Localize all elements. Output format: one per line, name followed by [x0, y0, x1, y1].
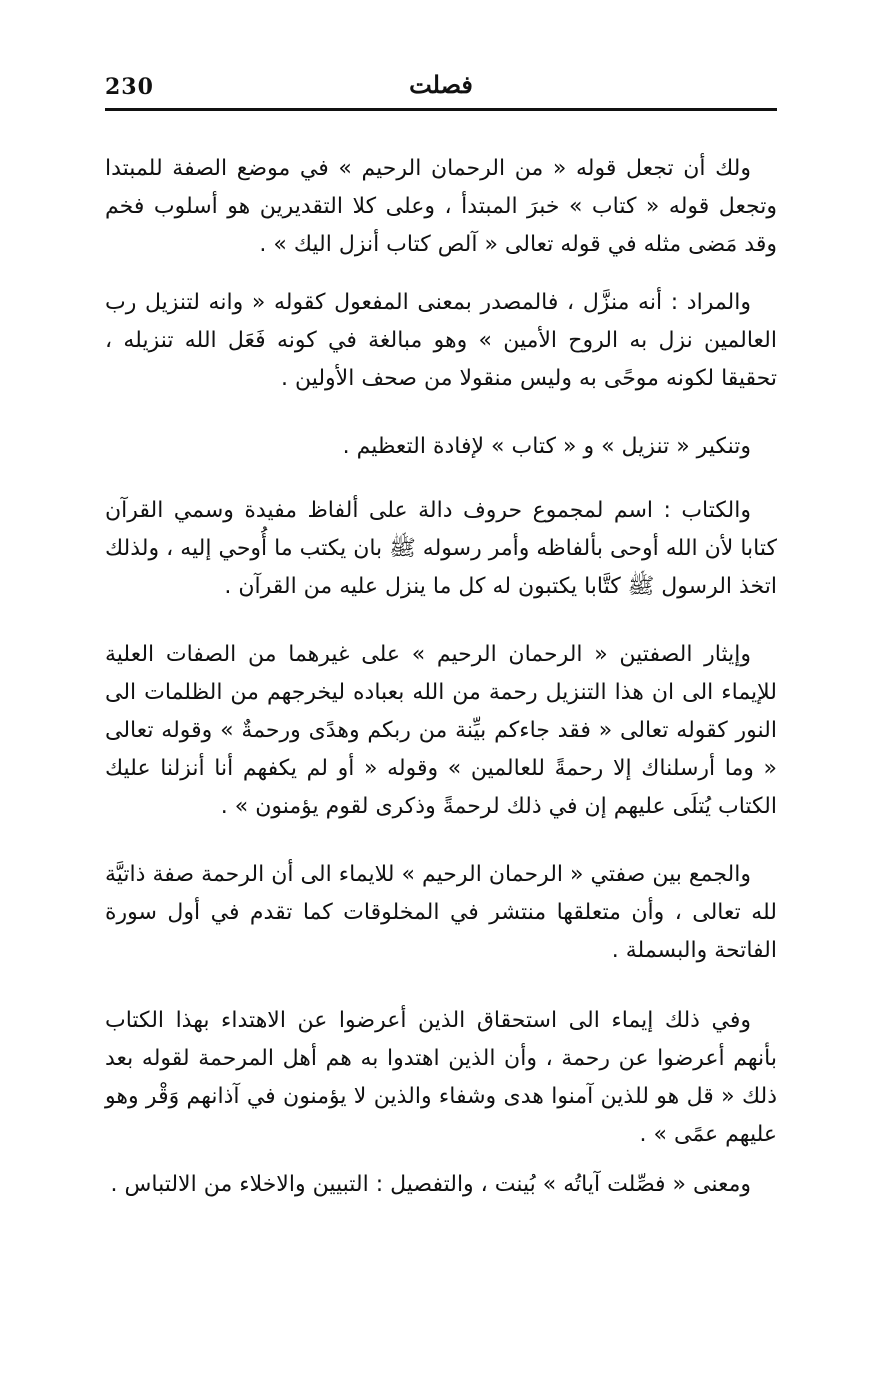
paragraph: وإيثار الصفتين « الرحمان الرحيم » على غيرهما من الصفات العلية للإيماء الى ان هذا التنزيل رحمة من الله بعباده ليخرجهم من الظلمات الى النور كقوله تعالى « فقد جاءكم بيِّنة من ربكم وهدًى ورحمةٌ » وقوله تعالى « وما أرسلناك إلا رحمةً للعالمين » وقوله « أو لم يكفهم أنا أنزلنا عليك الكتاب يُتلَى عليهم إن في ذلك لرحمةً وذكرى لقوم يؤمنون » .: [105, 642, 777, 819]
page-header: [105, 66, 777, 110]
paragraph: والمراد : أنه منزَّل ، فالمصدر بمعنى المفعول كقوله « وانه لتنزيل رب العالمين نزل به الروح الأمين » وهو مبالغة في كونه فَعَل الله تنزيله ، تحقيقا لكونه موحًى به وليس منقولا من صحف الأولين .: [105, 290, 777, 391]
page-number: 230: [105, 74, 154, 100]
paragraph: والكتاب : اسم لمجموع حروف دالة على ألفاظ مفيدة وسمي القرآن كتابا لأن الله أوحى بألفاظه وأمر رسوله ﷺ بان يكتب ما أُوحي إليه ، ولذلك اتخذ الرسول ﷺ كتَّابا يكتبون له كل ما ينزل عليه من القرآن .: [105, 498, 777, 599]
header-rule: [105, 108, 777, 111]
running-title: فصلت: [409, 70, 473, 99]
paragraph: ومعنى « فصِّلت آياتُه » بُينت ، والتفصيل : التبيين والاخلاء من الالتباس .: [110, 1172, 751, 1197]
paragraph: وتنكير « تنزيل » و « كتاب » لإفادة التعظيم .: [342, 434, 751, 459]
paragraph: وفي ذلك إيماء الى استحقاق الذين أعرضوا عن الاهتداء بهذا الكتاب بأنهم أعرضوا عن رحمة ، وأن الذين اهتدوا به هم أهل المرحمة لقوله بعد ذلك « قل هو للذين آمنوا هدى وشفاء والذين لا يؤمنون في آذانهم وَقْر وهو عليهم عمًى » .: [105, 1008, 777, 1147]
main-text: [105, 150, 777, 1204]
paragraph: ولك أن تجعل قوله « من الرحمان الرحيم » في موضع الصفة للمبتدا وتجعل قوله « كتاب » خبرَ المبتدأ ، وعلى كلا التقديرين هو أسلوب فخم وقد مَضى مثله في قوله تعالى « آلص كتاب أنزل اليك » .: [105, 156, 777, 257]
paragraph: والجمع بين صفتي « الرحمان الرحيم » للايماء الى أن الرحمة صفة ذاتيَّة لله تعالى ، وأن متعلقها منتشر في المخلوقات كما تقدم في أول سورة الفاتحة والبسملة .: [105, 862, 777, 963]
